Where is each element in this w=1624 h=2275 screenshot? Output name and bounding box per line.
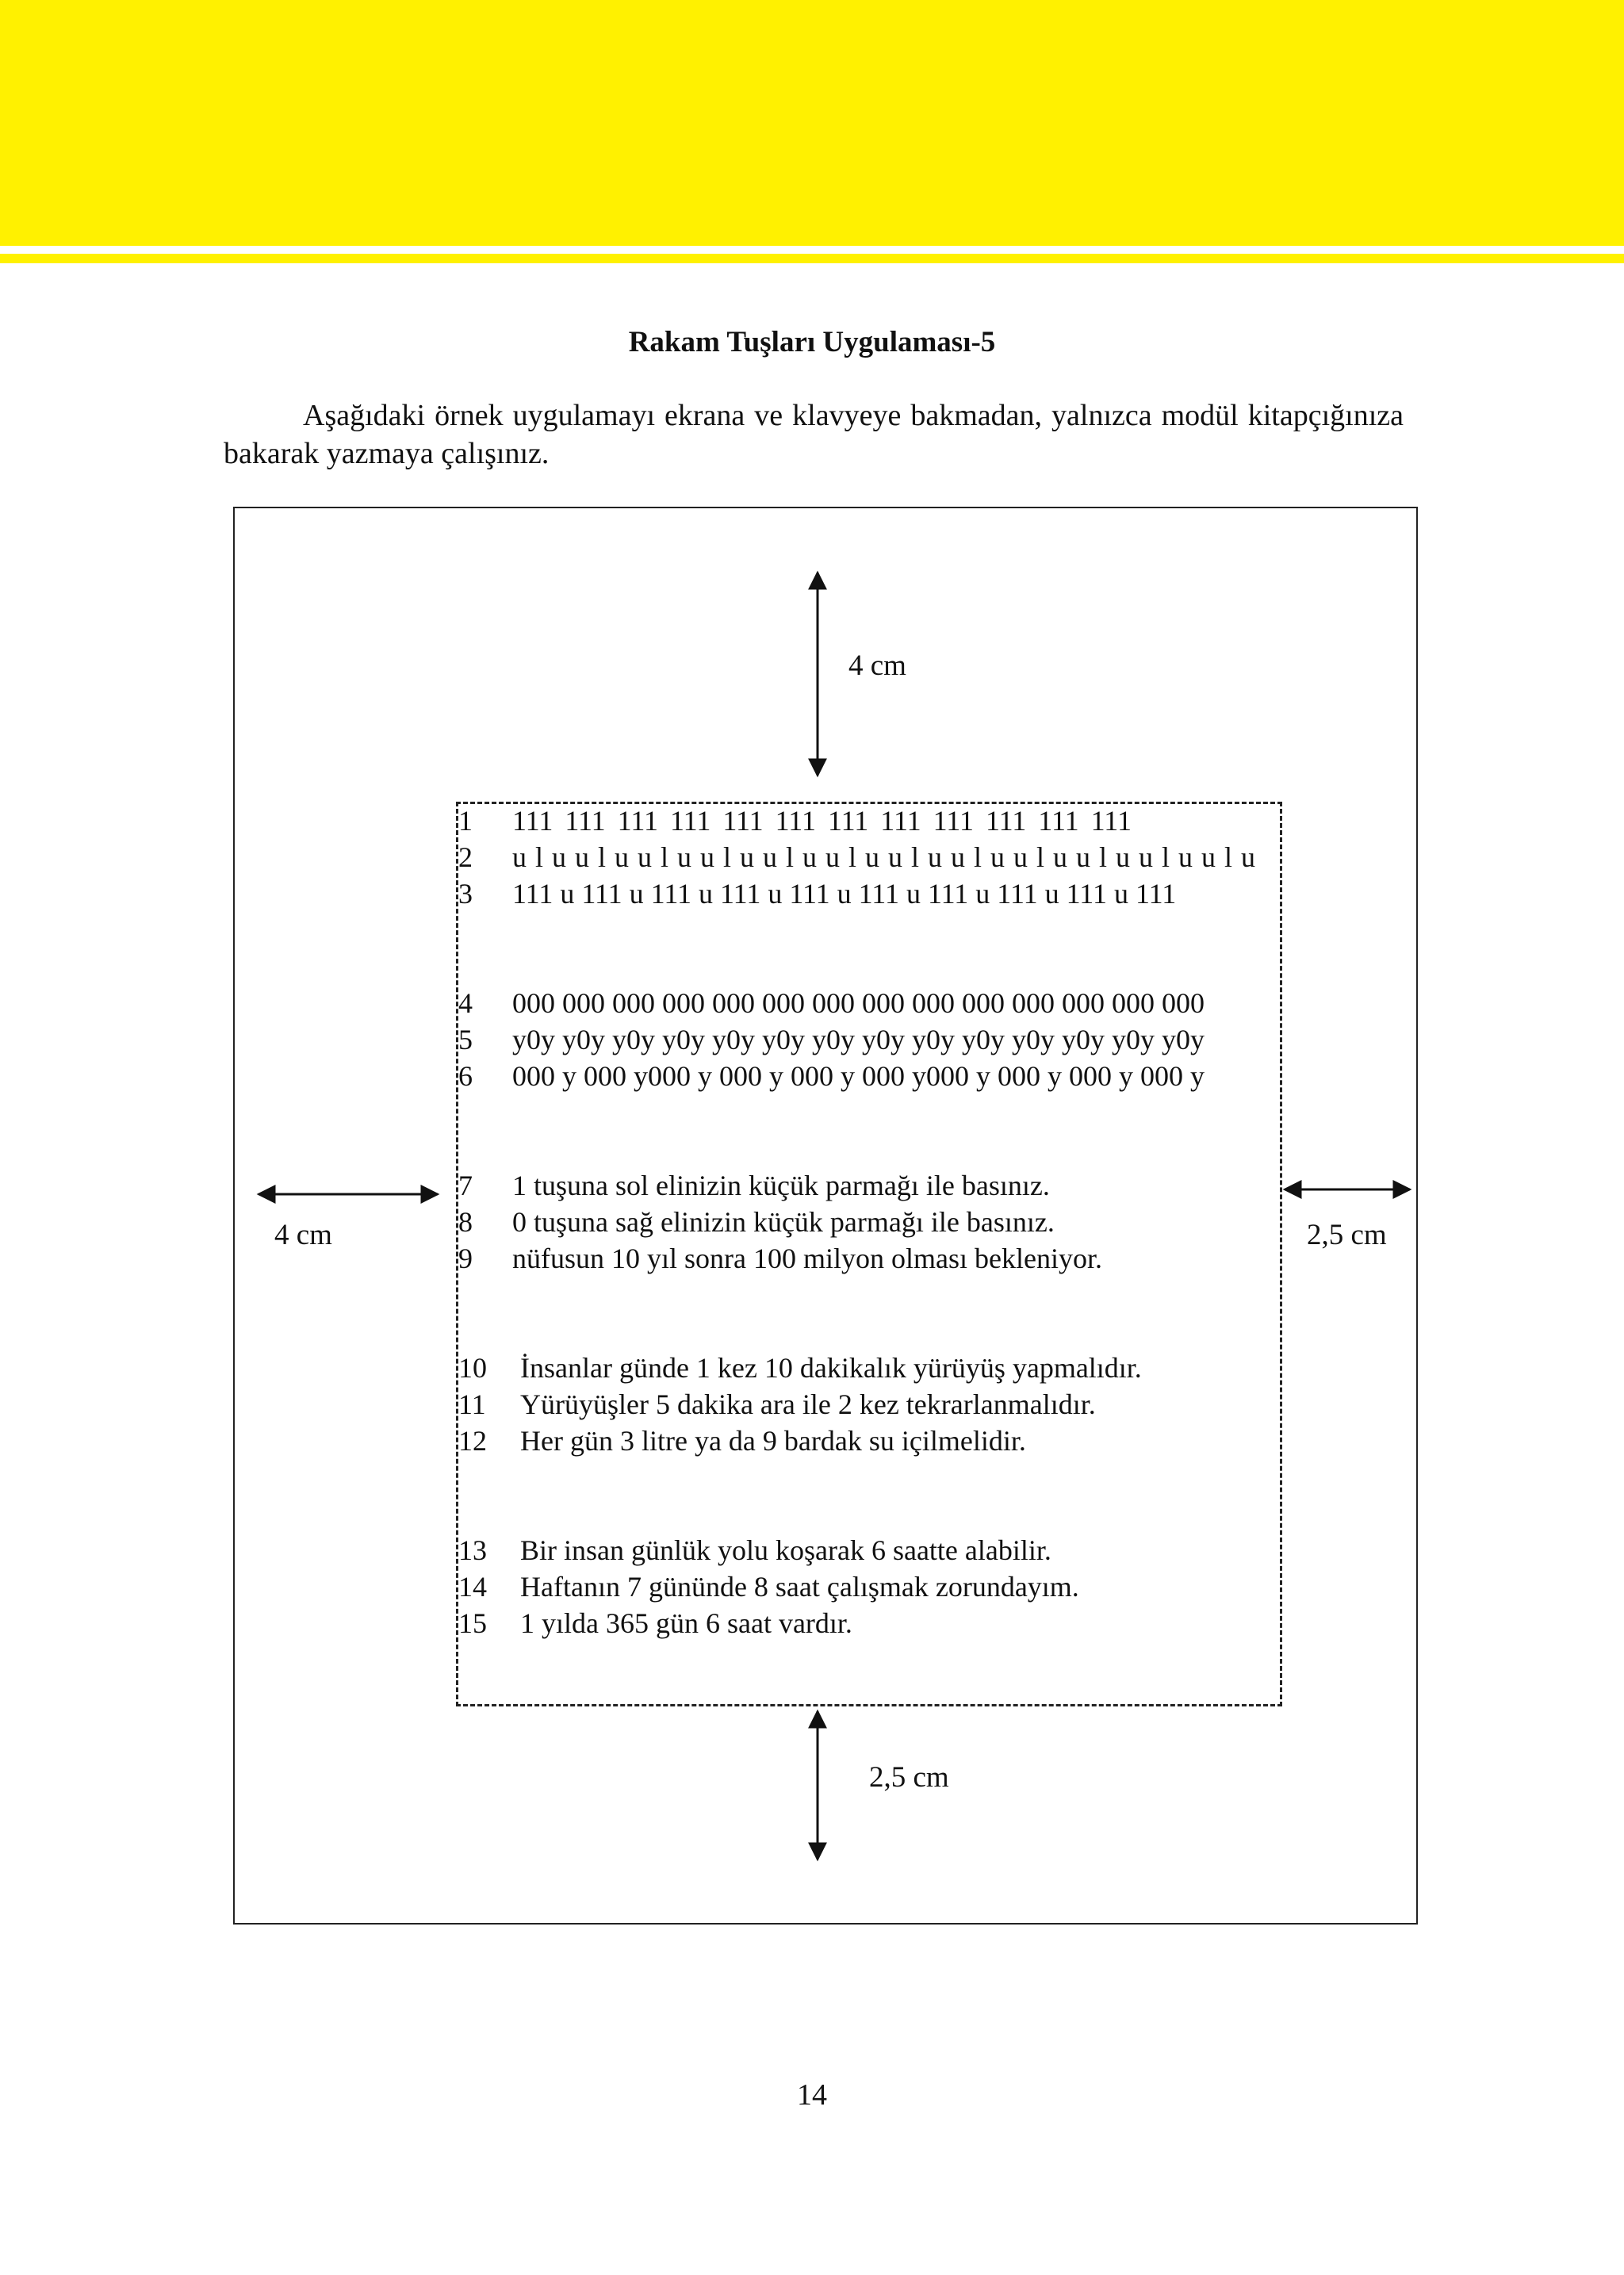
line-number: 4 — [458, 987, 473, 1019]
intro-paragraph: Aşağıdaki örnek uygulamayı ekrana ve klavyeye bakmadan, yalnızca modül kitapçığınıza bakarak yazmaya çalışınız. — [224, 399, 1404, 470]
practice-line: 000 000 000 000 000 000 000 000 000 000 000 000 000 000 — [512, 987, 1205, 1019]
left-margin-label: 4 cm — [274, 1219, 332, 1251]
line-number: 8 — [458, 1206, 473, 1238]
practice-line: nüfusun 10 yıl sonra 100 milyon olması bekleniyor. — [512, 1243, 1102, 1274]
line-number: 9 — [458, 1243, 473, 1274]
page-number: 14 — [797, 2078, 827, 2112]
top-margin-label: 4 cm — [848, 649, 906, 682]
bottom-margin-label: 2,5 cm — [869, 1761, 949, 1794]
line-number: 3 — [458, 878, 473, 910]
line-number: 1 — [458, 805, 473, 837]
practice-line: 000 y 000 y000 y 000 y 000 y 000 y000 y 000 y 000 y 000 y — [512, 1060, 1205, 1092]
practice-line: 1 tuşuna sol elinizin küçük parmağı ile basınız. — [512, 1170, 1050, 1201]
practice-line: Bir insan günlük yolu koşarak 6 saatte alabilir. — [520, 1534, 1051, 1566]
line-number: 11 — [458, 1388, 486, 1420]
page-title: Rakam Tuşları Uygulaması-5 — [628, 326, 996, 358]
line-number: 2 — [458, 841, 473, 873]
line-number: 7 — [458, 1170, 473, 1201]
line-number: 5 — [458, 1024, 473, 1055]
practice-line: Her gün 3 litre ya da 9 bardak su içilmelidir. — [520, 1425, 1026, 1457]
practice-line: 111 u 111 u 111 u 111 u 111 u 111 u 111 u 111 u 111 u 111 — [512, 878, 1177, 910]
practice-line: 1 yılda 365 gün 6 saat vardır. — [520, 1607, 852, 1639]
line-number: 14 — [458, 1571, 487, 1603]
practice-line: Yürüyüşler 5 dakika ara ile 2 kez tekrarlanmalıdır. — [520, 1388, 1096, 1420]
practice-line: İnsanlar günde 1 kez 10 dakikalık yürüyüş yapmalıdır. — [520, 1352, 1142, 1384]
practice-line: u l u u l u u l u u l u u l u u l u u l u u l u u l u u l u u l u u l u — [512, 841, 1257, 873]
line-number: 15 — [458, 1607, 487, 1639]
practice-line: 0 tuşuna sağ elinizin küçük parmağı ile basınız. — [512, 1206, 1055, 1238]
practice-line: y0y y0y y0y y0y y0y y0y y0y y0y y0y y0y y0y y0y y0y y0y — [512, 1024, 1205, 1055]
right-margin-label: 2,5 cm — [1307, 1219, 1387, 1251]
line-number: 12 — [458, 1425, 487, 1457]
practice-line: 111 111 111 111 111 111 111 111 111 111 111 111 — [512, 805, 1132, 837]
line-number: 13 — [458, 1534, 487, 1566]
practice-line: Haftanın 7 gününde 8 saat çalışmak zorundayım. — [520, 1571, 1079, 1603]
line-number: 6 — [458, 1060, 473, 1092]
line-number: 10 — [458, 1352, 487, 1384]
